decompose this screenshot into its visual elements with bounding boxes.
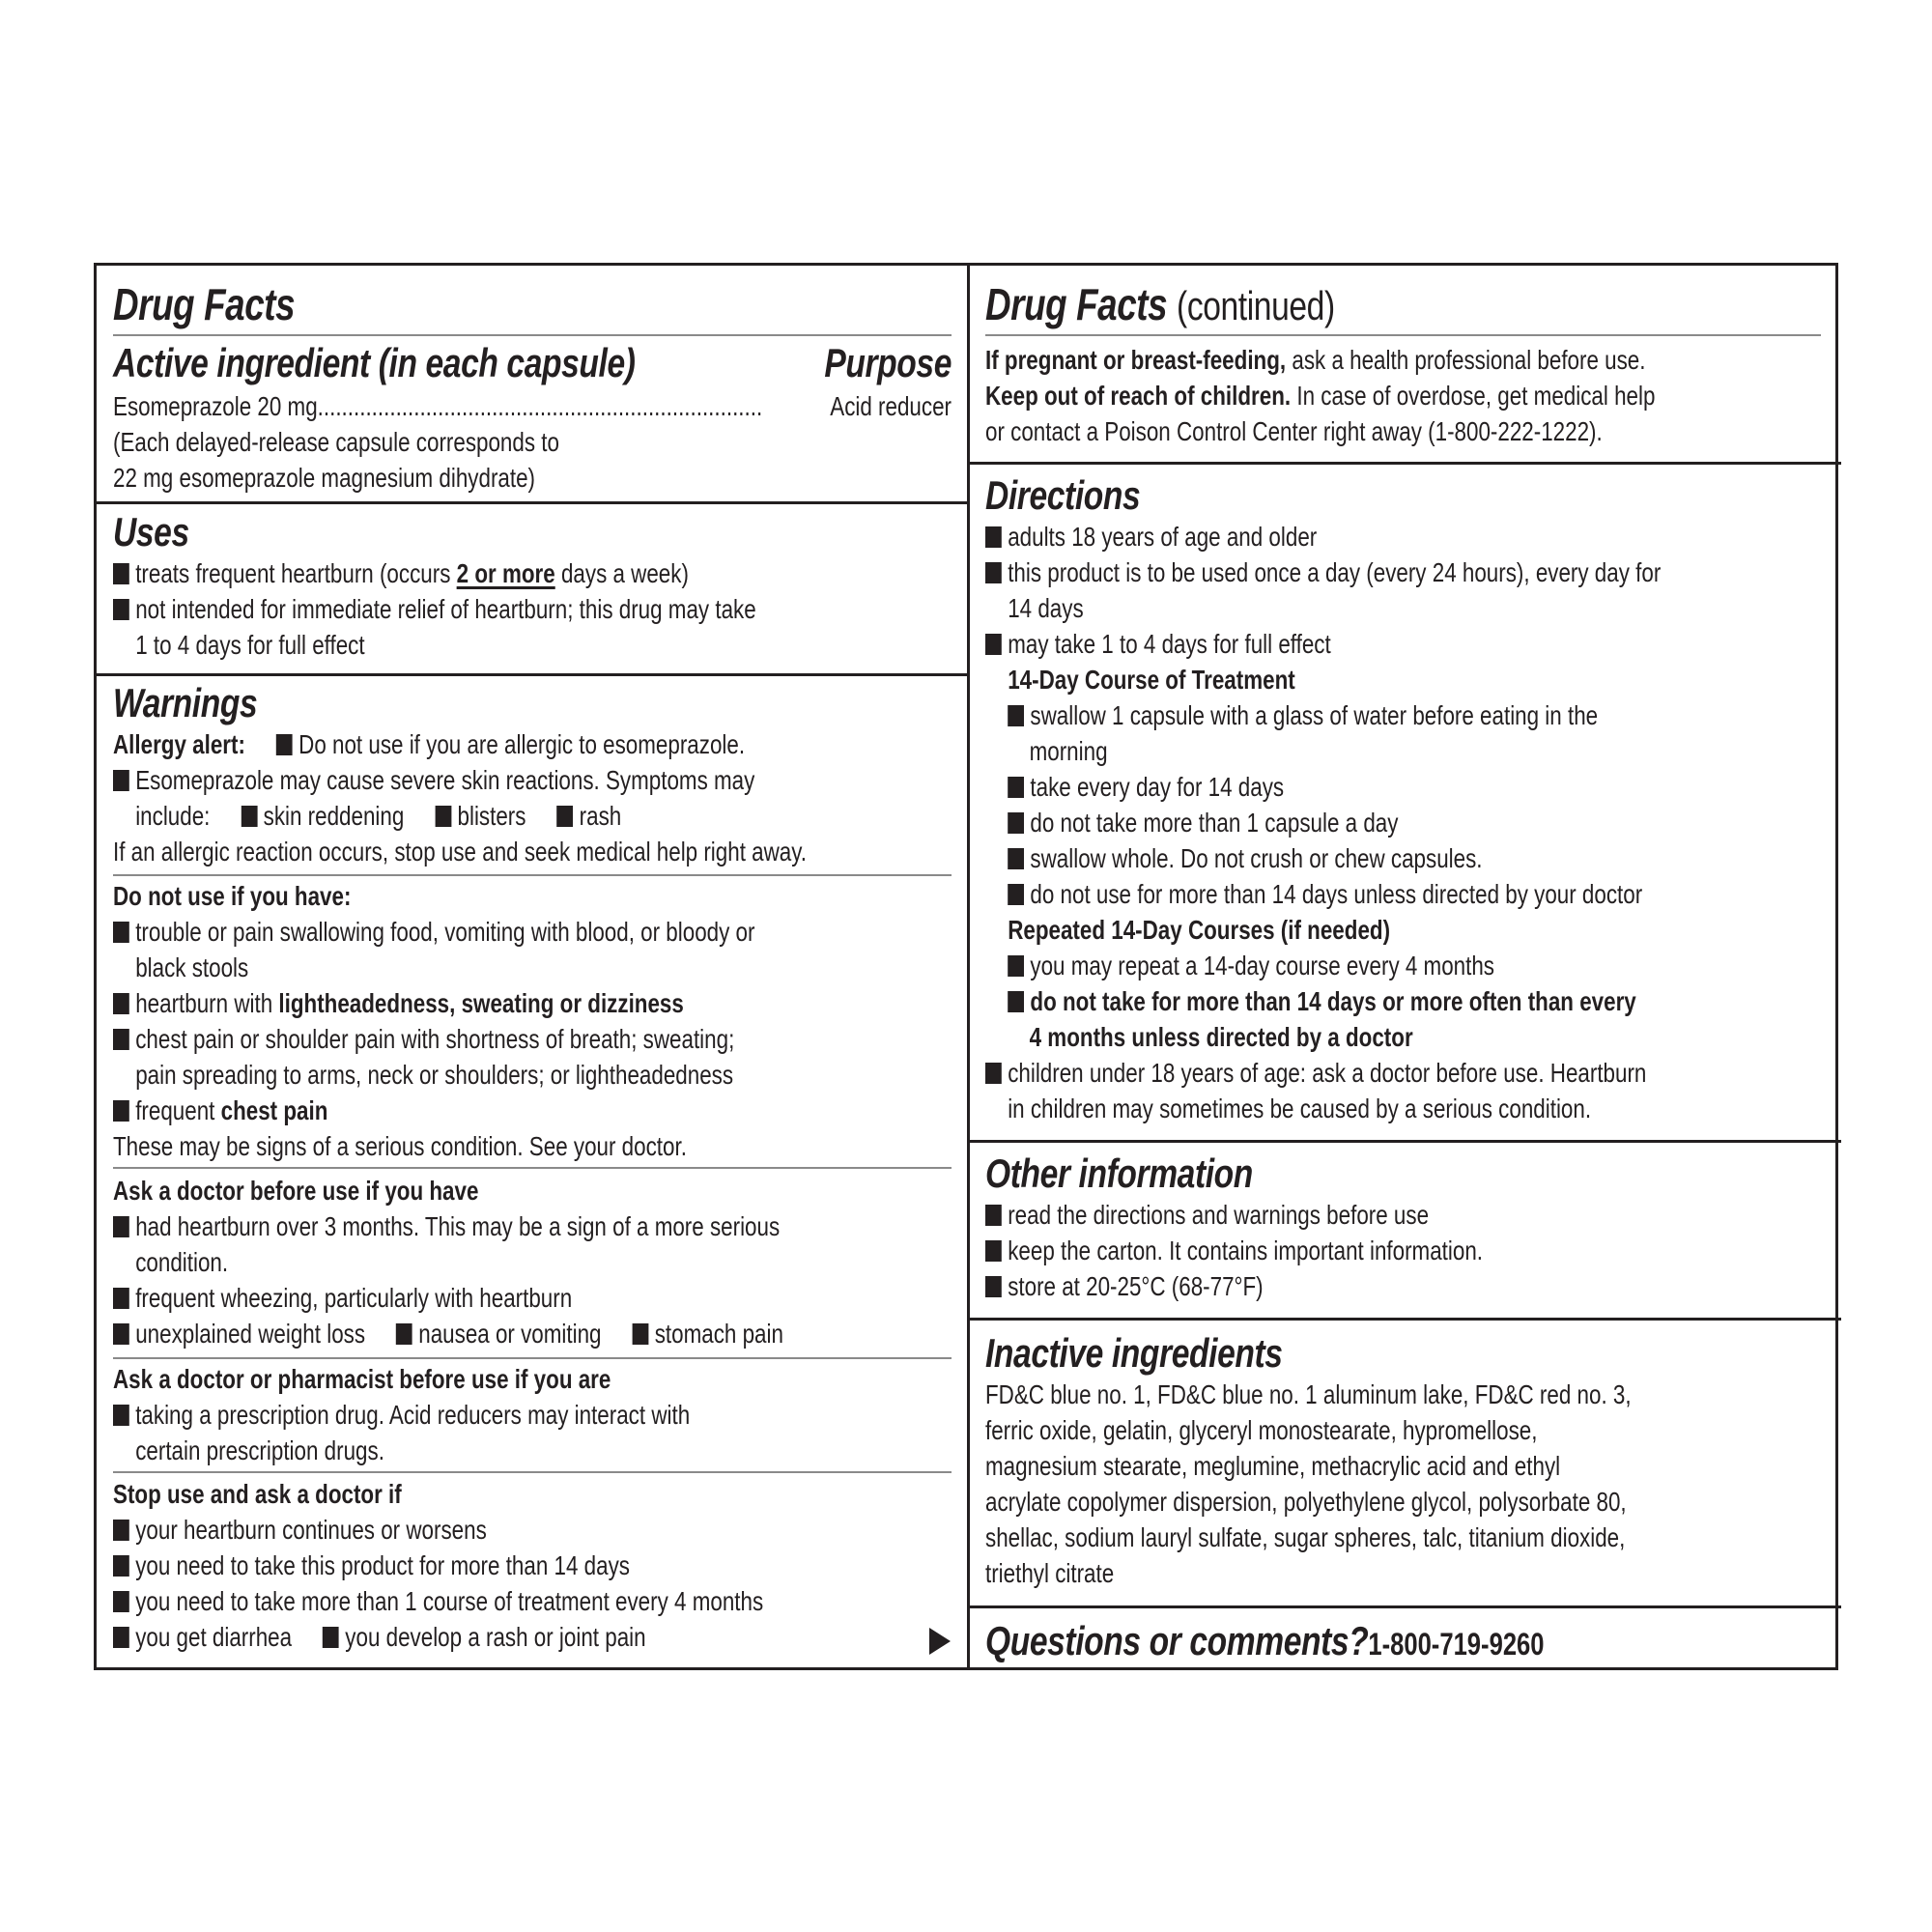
stop-use-rule	[113, 1471, 952, 1473]
square-bullet-icon	[113, 770, 129, 791]
square-bullet-icon	[985, 1205, 1002, 1226]
directions-item-continued: 14 days	[1008, 593, 1084, 623]
course-item: swallow whole. Do not crush or chew capsules.	[985, 840, 1822, 876]
warnings-divider	[97, 673, 968, 676]
other-info-item: keep the carton. It contains important information.	[985, 1233, 1822, 1268]
emphasis-2-or-more: 2 or more	[456, 558, 555, 588]
other-info-item: store at 20-25°C (68-77°F)	[985, 1268, 1822, 1304]
square-bullet-icon	[633, 1323, 649, 1345]
purpose-heading: Purpose	[824, 340, 952, 385]
page-title: Drug Facts	[113, 279, 296, 329]
inactive-ingredients-section	[985, 1330, 1822, 1591]
square-bullet-icon	[113, 1591, 129, 1612]
triangle-right-icon	[929, 1628, 951, 1655]
uses-item: not intended for immediate relief of heartburn; this drug may take	[113, 591, 952, 627]
square-bullet-icon	[113, 1100, 129, 1122]
square-bullet-icon	[113, 599, 129, 620]
square-bullet-icon	[113, 1405, 129, 1426]
ask-pharmacist-rule	[113, 1357, 952, 1359]
inactive-line: shellac, sodium lauryl sulfate, sugar spheres, talc, titanium dioxide,	[985, 1522, 1626, 1552]
pregnant-row: If pregnant or breast-feeding, ask a health professional before use.	[985, 345, 1646, 375]
ask-doctor-item: had heartburn over 3 months. This may be a sign of a more serious	[113, 1208, 952, 1244]
inactive-heading: Inactive ingredients	[985, 1330, 1283, 1376]
square-bullet-icon	[1008, 848, 1024, 869]
square-bullet-icon	[985, 1063, 1002, 1084]
square-bullet-icon	[1008, 884, 1024, 905]
other-info-heading: Other information	[985, 1151, 1253, 1196]
allergy-alert-label: Allergy alert:	[113, 729, 245, 759]
stop-use-section	[113, 1476, 952, 1655]
stop-use-inline-items: you get diarrhea you develop a rash or joint pain	[113, 1619, 952, 1655]
directions-heading: Directions	[985, 472, 1141, 518]
continued-title: Drug Facts (continued)	[985, 279, 1335, 329]
allergic-reaction-text: If an allergic reaction occurs, stop use and seek medical help right away.	[113, 837, 808, 867]
ask-pharmacist-item-continued: certain prescription drugs.	[135, 1435, 384, 1465]
ask-doctor-item: frequent wheezing, particularly with heartburn	[113, 1280, 952, 1316]
do-not-use-footer: These may be signs of a serious condition. See your doctor.	[113, 1131, 687, 1161]
directions-item: children under 18 years of age: ask a doctor before use. Heartburn	[985, 1055, 1822, 1091]
square-bullet-icon	[985, 526, 1002, 548]
ask-doctor-rule	[113, 1167, 952, 1169]
square-bullet-icon	[985, 634, 1002, 655]
square-bullet-icon	[113, 1288, 129, 1309]
other-info-item: read the directions and warnings before use	[985, 1197, 1822, 1233]
allergy-alert-row: Allergy alert: Do not use if you are allergic to esomeprazole.	[113, 729, 746, 759]
other-info-divider	[968, 1140, 1841, 1143]
inactive-divider	[968, 1318, 1841, 1321]
continued-title-rule	[985, 334, 1821, 336]
do-not-use-item: chest pain or shoulder pain with shortness of breath; sweating;	[113, 1021, 952, 1057]
square-bullet-icon	[113, 1216, 129, 1237]
do-not-use-item: frequent chest pain	[113, 1093, 952, 1128]
questions-phone[interactable]: 1-800-719-9260	[1368, 1627, 1545, 1662]
uses-item-continued: 1 to 4 days for full effect	[135, 630, 365, 660]
ask-pharmacist-heading: Ask a doctor or pharmacist before use if you are	[113, 1364, 611, 1394]
dot-leader: ..........................................................................	[317, 391, 763, 421]
do-not-use-rule	[113, 874, 952, 876]
square-bullet-icon	[113, 1029, 129, 1050]
inactive-line: acrylate copolymer dispersion, polyethylene glycol, polysorbate 80,	[985, 1487, 1627, 1517]
do-not-use-section	[113, 878, 952, 1164]
warnings-heading: Warnings	[113, 680, 258, 725]
course-item: take every day for 14 days	[985, 769, 1822, 805]
inactive-line: magnesium stearate, meglumine, methacrylic acid and ethyl	[985, 1451, 1561, 1481]
stop-use-item: you need to take more than 1 course of treatment every 4 months	[113, 1583, 952, 1619]
continued-title-section	[985, 275, 1822, 333]
square-bullet-icon	[113, 563, 129, 584]
active-ingredient-section	[113, 338, 952, 496]
directions-item-continued: in children may sometimes be caused by a serious condition.	[1008, 1094, 1592, 1123]
symptoms-row: include: skin reddening blisters rash	[135, 801, 622, 831]
ingredient-name: Esomeprazole 20 mg	[113, 391, 318, 421]
square-bullet-icon	[113, 1555, 129, 1577]
course-heading: 14-Day Course of Treatment	[1008, 665, 1295, 695]
directions-divider	[968, 462, 1841, 465]
course-item: do not use for more than 14 days unless directed by your doctor	[985, 876, 1822, 912]
ask-pharmacist-section	[113, 1361, 952, 1468]
stop-use-item: you need to take this product for more than 14 days	[113, 1548, 952, 1583]
do-not-use-item: trouble or pain swallowing food, vomiting with blood, or bloody or	[113, 914, 952, 950]
directions-item: adults 18 years of age and older	[985, 519, 1822, 554]
warnings-section	[113, 680, 952, 869]
square-bullet-icon	[113, 1323, 129, 1345]
square-bullet-icon	[1008, 705, 1024, 726]
ingredient-row	[113, 388, 952, 424]
questions-row	[985, 1614, 1822, 1668]
stop-use-item: your heartburn continues or worsens	[113, 1512, 952, 1548]
directions-section	[985, 472, 1822, 1126]
ask-doctor-inline-items: unexplained weight loss nausea or vomiting stomach pain	[113, 1316, 952, 1351]
questions-heading: Questions or comments?	[985, 1618, 1369, 1663]
square-bullet-icon	[1008, 812, 1024, 834]
inactive-line: triethyl citrate	[985, 1558, 1115, 1588]
ingredient-note-line1: (Each delayed-release capsule corresponds to	[113, 427, 559, 457]
uses-divider	[97, 501, 968, 504]
do-not-use-item-continued: pain spreading to arms, neck or shoulders; or lightheadedness	[135, 1060, 734, 1090]
repeat-item: do not take for more than 14 days or more often than every	[985, 983, 1822, 1019]
square-bullet-icon	[113, 993, 129, 1014]
skin-reaction-row: Esomeprazole may cause severe skin reactions. Symptoms may	[113, 762, 952, 798]
keep-out-row: Keep out of reach of children. In case of overdose, get medical help	[985, 381, 1656, 411]
square-bullet-icon	[276, 734, 293, 755]
stop-use-heading: Stop use and ask a doctor if	[113, 1479, 402, 1509]
repeat-heading: Repeated 14-Day Courses (if needed)	[1008, 915, 1391, 945]
title-rule	[113, 334, 952, 336]
pregnancy-section	[985, 342, 1822, 449]
inactive-line: ferric oxide, gelatin, glyceryl monostearate, hypromellose,	[985, 1415, 1538, 1445]
square-bullet-icon	[1008, 777, 1024, 798]
continued-suffix: (continued)	[1177, 283, 1335, 328]
do-not-use-heading: Do not use if you have:	[113, 881, 352, 911]
square-bullet-icon	[1008, 955, 1024, 977]
ingredient-note-line2: 22 mg esomeprazole magnesium dihydrate)	[113, 463, 536, 493]
square-bullet-icon	[556, 806, 573, 827]
square-bullet-icon	[396, 1323, 412, 1345]
directions-item: may take 1 to 4 days for full effect	[985, 626, 1822, 662]
uses-item: treats frequent heartburn (occurs 2 or more days a week)	[113, 555, 952, 591]
square-bullet-icon	[323, 1627, 339, 1648]
square-bullet-icon	[985, 1276, 1002, 1297]
ask-doctor-heading: Ask a doctor before use if you have	[113, 1176, 479, 1206]
questions-section	[985, 1614, 1822, 1668]
square-bullet-icon	[241, 806, 257, 827]
square-bullet-icon	[985, 1240, 1002, 1262]
uses-heading: Uses	[113, 509, 189, 554]
square-bullet-icon	[435, 806, 451, 827]
square-bullet-icon	[113, 1627, 129, 1648]
inactive-line: FD&C blue no. 1, FD&C blue no. 1 aluminum lake, FD&C red no. 3,	[985, 1379, 1632, 1409]
active-ingredient-heading: Active ingredient (in each capsule)	[113, 340, 636, 385]
course-item: swallow 1 capsule with a glass of water before eating in the	[985, 697, 1822, 733]
repeat-item-continued: 4 months unless directed by a doctor	[1029, 1022, 1413, 1052]
do-not-use-item: heartburn with lightheadedness, sweating or dizziness	[113, 985, 952, 1021]
ask-doctor-item-continued: condition.	[135, 1247, 229, 1277]
square-bullet-icon	[985, 562, 1002, 583]
square-bullet-icon	[113, 1520, 129, 1541]
uses-section	[113, 509, 952, 663]
column-divider	[967, 266, 970, 1667]
square-bullet-icon	[113, 922, 129, 943]
course-item-continued: morning	[1029, 736, 1108, 766]
poison-control-row: or contact a Poison Control Center right away (1-800-222-1222).	[985, 416, 1603, 446]
ask-doctor-section	[113, 1173, 952, 1351]
drug-facts-panel	[94, 263, 1838, 1670]
ingredient-purpose: Acid reducer	[830, 391, 952, 421]
questions-divider	[968, 1605, 1841, 1608]
ask-pharmacist-item: taking a prescription drug. Acid reducers may interact with	[113, 1397, 952, 1433]
other-info-section	[985, 1151, 1822, 1304]
square-bullet-icon	[1008, 991, 1024, 1012]
do-not-use-item-continued: black stools	[135, 952, 249, 982]
drug-facts-title-section	[113, 275, 952, 333]
directions-item: this product is to be used once a day (every 24 hours), every day for	[985, 554, 1822, 590]
course-item: do not take more than 1 capsule a day	[985, 805, 1822, 840]
active-ingredient-header-row	[113, 338, 952, 388]
repeat-item: you may repeat a 14-day course every 4 months	[985, 948, 1822, 983]
